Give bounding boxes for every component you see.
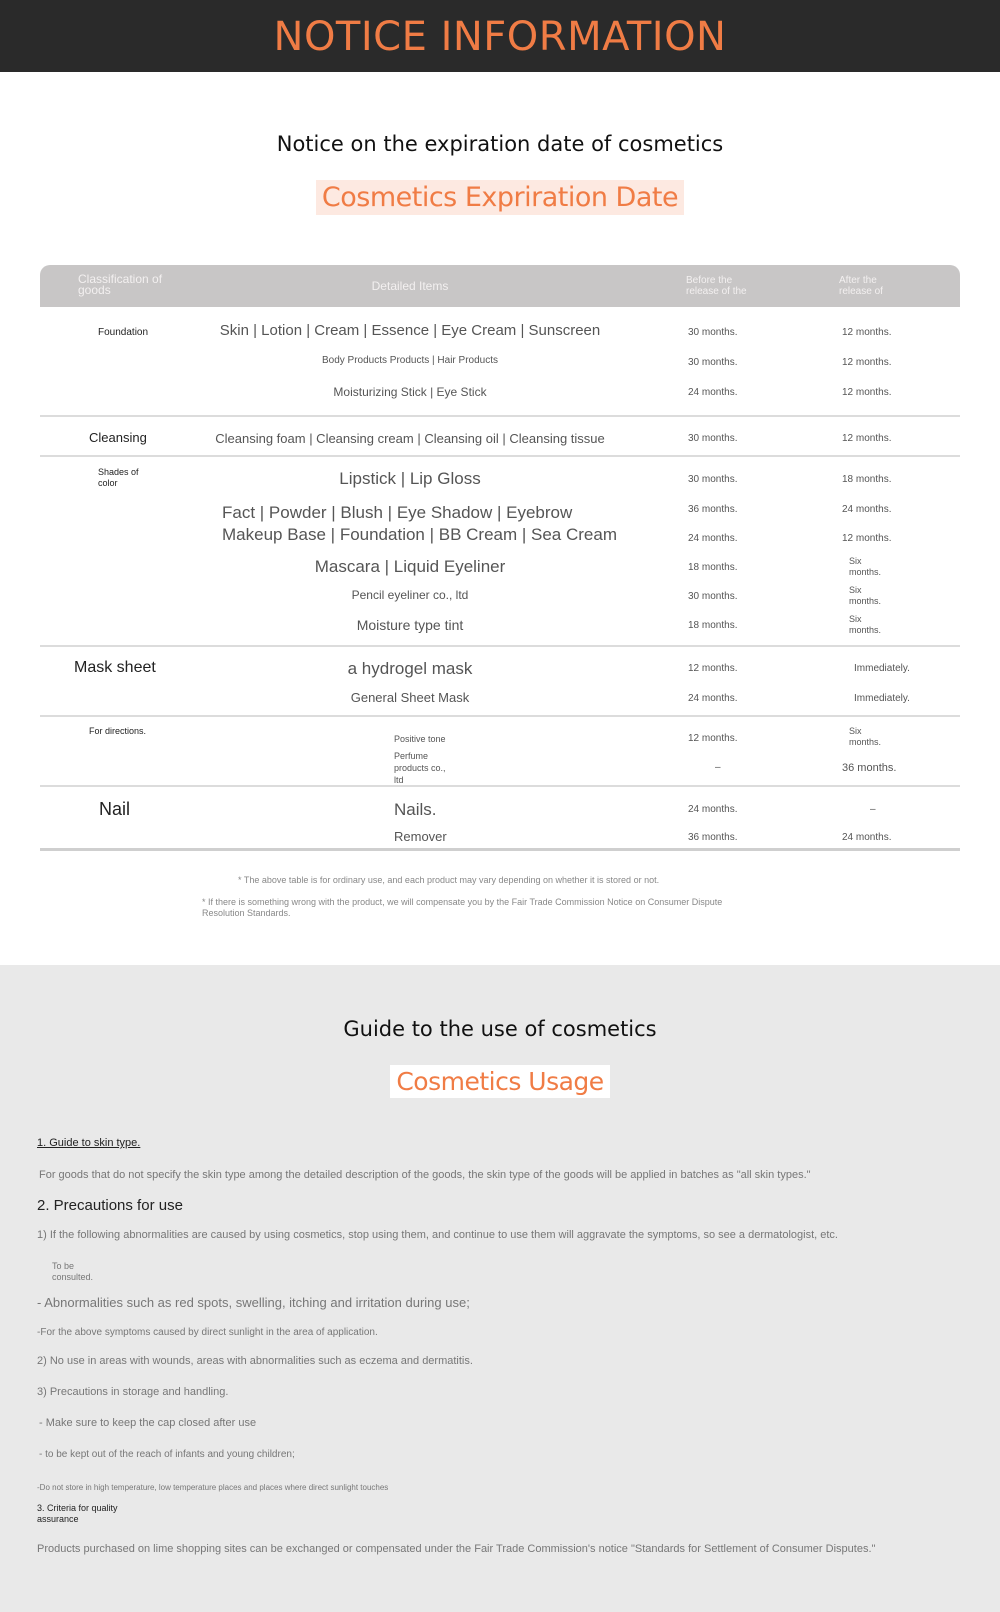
table-row-after: Six months. xyxy=(849,585,882,606)
table-row-before: 30 months. xyxy=(688,357,738,368)
table-group-cleansing xyxy=(40,417,960,457)
usage-paragraph: To be consulted. xyxy=(52,1261,94,1282)
usage-paragraph: Products purchased on lime shopping sites can be exchanged or compensated under the Fair Trade Commission's notice "Standards for Settlement of Consumer Disputes." xyxy=(37,1543,876,1555)
header-before: Before the release of the xyxy=(686,275,747,297)
usage-paragraph: For goods that do not specify the skin type among the detailed description of the goods, the skin type of the goods will be applied in batches as "all skin types." xyxy=(39,1169,811,1181)
expiration-subtitle: Notice on the expiration date of cosmetics xyxy=(276,132,724,156)
category-label: Cleansing xyxy=(89,430,147,445)
table-row-after: Six months. xyxy=(849,556,882,577)
table-row-item: a hydrogel mask xyxy=(347,659,473,678)
usage-paragraph: -Do not store in high temperature, low temperature places and places where direct sunlight touches xyxy=(37,1483,389,1492)
usage-heading: 2. Precautions for use xyxy=(37,1197,183,1214)
table-row-item: Nails. xyxy=(394,800,437,819)
header-after: After the release of xyxy=(839,275,883,297)
table-row-item: Body Products Products | Hair Products xyxy=(321,355,498,366)
table-row-after: – xyxy=(870,804,876,815)
table-row-item: Makeup Base | Foundation | BB Cream | Sea Cream xyxy=(222,525,617,544)
table-row-item: Perfume products co., ltd xyxy=(394,751,446,785)
usage-paragraph: 1) If the following abnormalities are caused by using cosmetics, stop using them, and continue to use them will aggravate the symptoms, so see a dermatologist, etc. xyxy=(37,1229,838,1241)
table-row-before: 24 months. xyxy=(688,804,738,815)
usage-heading: 3. Criteria for quality assurance xyxy=(37,1503,118,1524)
table-row-item: Cleansing foam | Cleansing cream | Cleansing oil | Cleansing tissue xyxy=(215,431,605,446)
table-row-after: 12 months. xyxy=(842,327,892,338)
usage-paragraph: - Make sure to keep the cap closed after use xyxy=(39,1417,257,1429)
header-classification: Classification of goods xyxy=(78,272,163,297)
category-label: Nail xyxy=(99,799,131,819)
table-row-before: 36 months. xyxy=(688,504,738,515)
usage-accent-wrap xyxy=(0,1065,1000,1098)
table-group-nail xyxy=(40,787,960,851)
table-row-item: Positive tone xyxy=(394,734,446,744)
usage-accent-title: Cosmetics Usage xyxy=(390,1065,609,1098)
table-row-before: 30 months. xyxy=(688,327,738,338)
table-row-before: 36 months. xyxy=(688,832,738,843)
table-row-after: 12 months. xyxy=(842,357,892,368)
table-row-before: 12 months. xyxy=(688,733,738,744)
usage-paragraph: -For the above symptoms caused by direct sunlight in the area of application. xyxy=(37,1327,378,1338)
table-row-after: Immediately. xyxy=(854,693,910,704)
table-row-item: Remover xyxy=(394,829,447,844)
category-label: Shades of color xyxy=(98,467,139,488)
table-row-item: Mascara | Liquid Eyeliner xyxy=(314,557,506,576)
table-row-before: 24 months. xyxy=(688,533,738,544)
table-row-after: 12 months. xyxy=(842,387,892,398)
table-row-before: 12 months. xyxy=(688,663,738,674)
table-row-after: Immediately. xyxy=(854,663,910,674)
table-row-before: 30 months. xyxy=(688,474,738,485)
table-row-item: Lipstick | Lip Gloss xyxy=(339,469,481,488)
usage-subtitle: Guide to the use of cosmetics xyxy=(343,1017,657,1041)
usage-paragraph: - to be kept out of the reach of infants and young children; xyxy=(39,1449,295,1460)
table-row-before: 30 months. xyxy=(688,591,738,602)
header-bar xyxy=(0,0,1000,72)
table-header xyxy=(40,265,960,307)
table-row-item: General Sheet Mask xyxy=(350,690,470,705)
table-group-directions xyxy=(40,717,960,787)
page-title: NOTICE INFORMATION xyxy=(273,14,727,60)
category-label: Foundation xyxy=(98,327,149,338)
table-row-before: 18 months. xyxy=(688,620,738,631)
header-items: Detailed Items xyxy=(371,279,449,293)
table-row-after: 24 months. xyxy=(842,832,892,843)
usage-paragraph: 2) No use in areas with wounds, areas with abnormalities such as eczema and dermatitis. xyxy=(37,1355,473,1367)
table-row-item: Pencil eyeliner co., ltd xyxy=(351,588,469,602)
table-group-foundation xyxy=(40,307,960,417)
expiration-accent-wrap xyxy=(0,180,1000,215)
table-row-item: Fact | Powder | Blush | Eye Shadow | Eyebrow xyxy=(222,503,573,522)
table-row-after: 18 months. xyxy=(842,474,892,485)
table-group-shades xyxy=(40,457,960,647)
table-row-before: 24 months. xyxy=(688,693,738,704)
usage-paragraph: - Abnormalities such as red spots, swelling, itching and irritation during use; xyxy=(37,1295,470,1310)
table-row-before: – xyxy=(715,762,721,773)
table-row-after: Six months. xyxy=(849,726,882,747)
table-row-after: 12 months. xyxy=(842,433,892,444)
expiration-table xyxy=(40,265,960,851)
usage-section xyxy=(0,965,1000,1612)
category-label: Mask sheet xyxy=(74,659,156,676)
table-row-after: 24 months. xyxy=(842,504,892,515)
table-row-item: Moisturizing Stick | Eye Stick xyxy=(333,385,487,399)
note-line: * The above table is for ordinary use, and each product may vary depending on whether it is stored or not. xyxy=(238,875,660,885)
table-row-before: 18 months. xyxy=(688,562,738,573)
note-line: * If there is something wrong with the product, we will compensate you by the Fair Trade Commission Notice on Consumer Dispute Resolution Standards. xyxy=(202,897,723,918)
table-row-item: Skin | Lotion | Cream | Essence | Eye Cream | Sunscreen xyxy=(219,322,601,339)
table-row-after: 36 months. xyxy=(842,762,897,774)
category-label: For directions. xyxy=(89,726,147,736)
expiration-accent-title: Cosmetics Expriration Date xyxy=(316,180,684,215)
usage-paragraph: 3) Precautions in storage and handling. xyxy=(37,1386,229,1398)
table-row-before: 30 months. xyxy=(688,433,738,444)
table-row-before: 24 months. xyxy=(688,387,738,398)
table-row-after: 12 months. xyxy=(842,533,892,544)
table-group-mask xyxy=(40,647,960,717)
table-row-item: Moisture type tint xyxy=(356,617,464,633)
table-row-after: Six months. xyxy=(849,614,882,635)
usage-heading: 1. Guide to skin type. xyxy=(37,1137,141,1149)
